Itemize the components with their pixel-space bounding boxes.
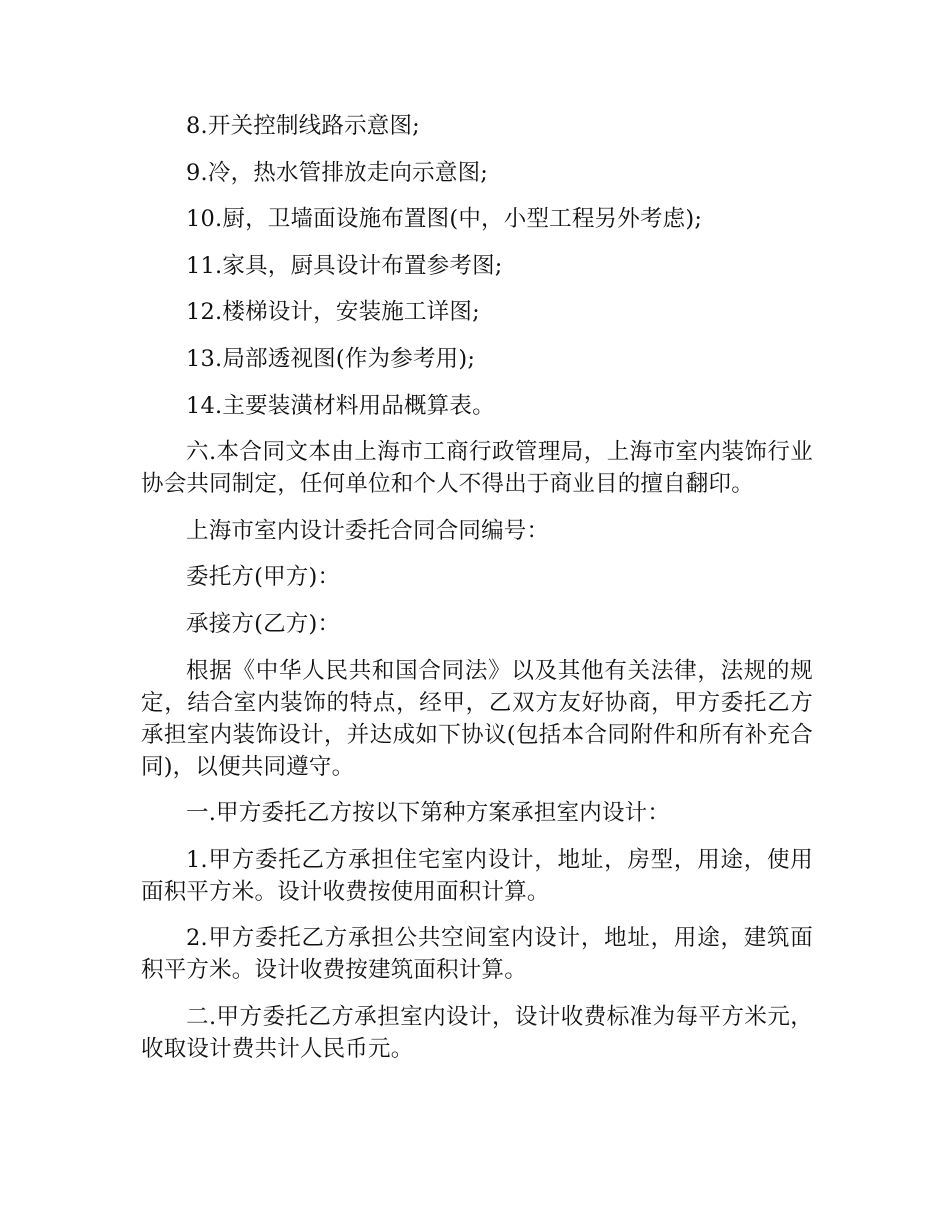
document-body bbox=[141, 110, 813, 1080]
clause-6-copyright: 六.本合同文本由上海市工商行政管理局，上海市室内装饰行业协会共同制定，任何单位和个人不得出于商业目的擅自翻印。 bbox=[141, 439, 813, 498]
list-item-9-water-pipes: 9.冷，热水管排放走向示意图; bbox=[186, 159, 489, 186]
preamble-paragraph: 根据《中华人民共和国合同法》以及其他有关法律，法规的规定，结合室内装饰的特点，经甲，乙双方友好协商，甲方委托乙方承担室内装饰设计，并达成如下协议(包括本合同附件和所有补充合同)，以便共同遵守。 bbox=[141, 657, 813, 780]
article-1-option-2: 2.甲方委托乙方承担公共空间室内设计，地址，用途，建筑面积平方米。设计收费按建筑面积计算。 bbox=[141, 925, 813, 984]
list-item-12-stair-design: 12.楼梯设计，安装施工详图; bbox=[186, 299, 480, 326]
list-item-10-kitchen-bath-layout: 10.厨，卫墙面设施布置图(中，小型工程另外考虑); bbox=[186, 206, 703, 233]
article-2-fee: 二.甲方委托乙方承担室内设计，设计收费标准为每平方米元，收取设计费共计人民币元。 bbox=[141, 1003, 813, 1062]
list-item-11-furniture-layout: 11.家具，厨具设计布置参考图; bbox=[186, 252, 503, 279]
contract-title-number: 上海市室内设计委托合同合同编号： bbox=[186, 517, 550, 544]
list-item-13-perspective-view: 13.局部透视图(作为参考用); bbox=[186, 345, 476, 372]
article-1-option-1: 1.甲方委托乙方承担住宅室内设计，地址，房型，用途，使用面积平方米。设计收费按使用面积计算。 bbox=[141, 846, 813, 905]
party-b-line: 承接方(乙方)： bbox=[186, 610, 341, 637]
article-1-heading: 一.甲方委托乙方按以下第种方案承担室内设计： bbox=[186, 800, 671, 827]
list-item-14-material-estimate: 14.主要装潢材料用品概算表。 bbox=[186, 392, 495, 419]
party-a-line: 委托方(甲方)： bbox=[186, 564, 341, 591]
list-item-8-switch-wiring: 8.开关控制线路示意图; bbox=[186, 113, 420, 139]
